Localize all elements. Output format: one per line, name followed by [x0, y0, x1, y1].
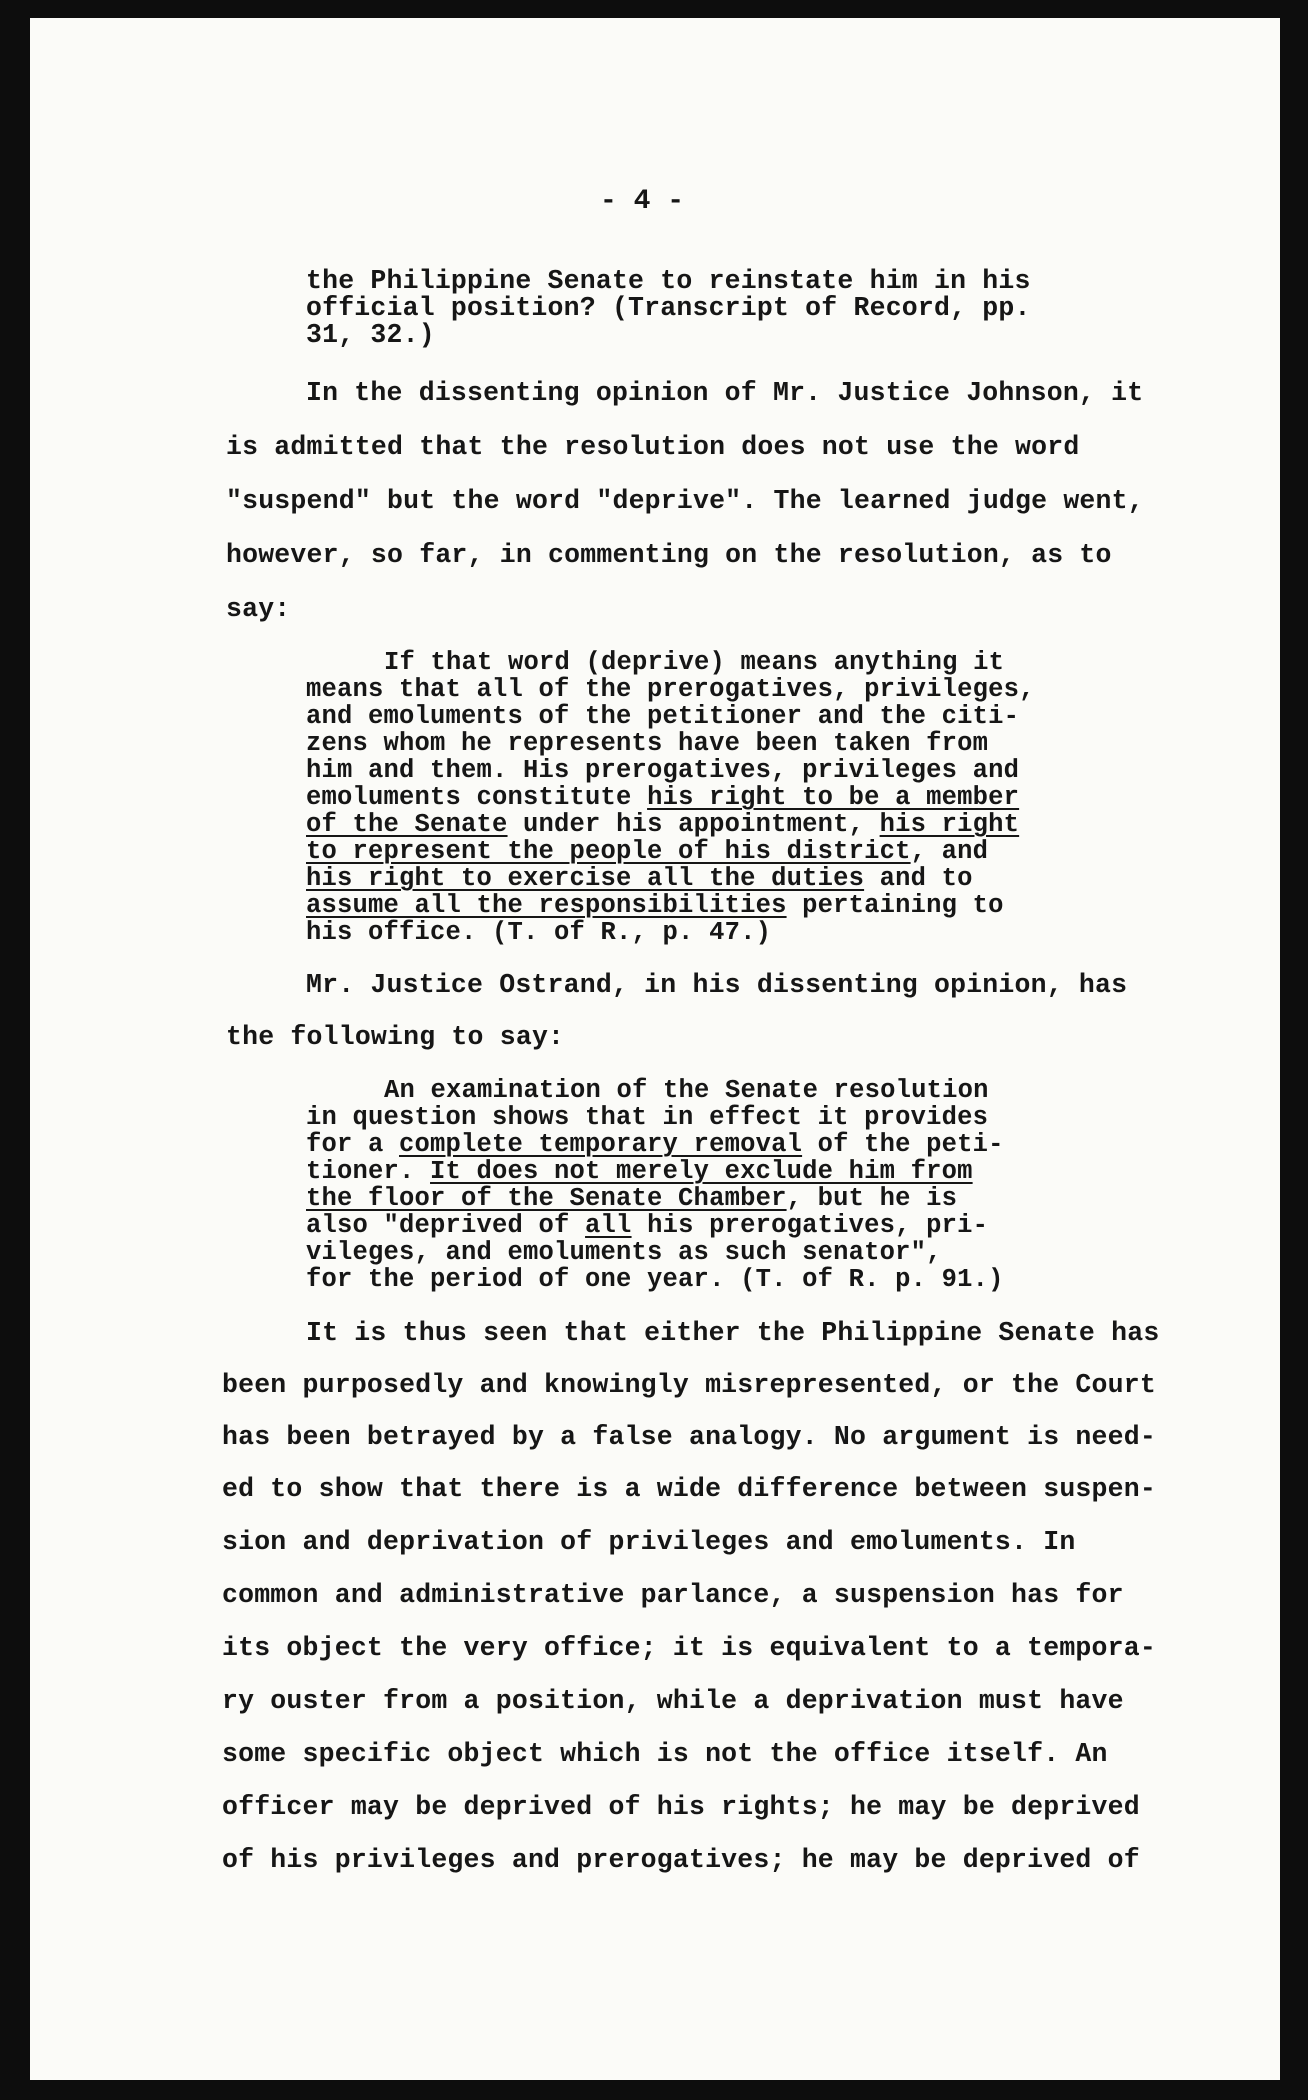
text-line: officer may be deprived of his rights; he may be deprived: [222, 1792, 1140, 1822]
text-line: say:: [226, 594, 291, 624]
text-line: for the period of one year. (T. of R. p. 91.): [306, 1265, 1004, 1294]
text-line: Mr. Justice Ostrand, in his dissenting opinion, has: [306, 970, 1128, 1000]
underlined-text: It does not merely exclude him from: [430, 1157, 973, 1186]
text-line: [306, 1211, 988, 1241]
text-line: the following to say:: [226, 1022, 565, 1052]
document-page: [30, 18, 1280, 2080]
text-span: pertaining to: [786, 891, 1004, 920]
text-line: [306, 1157, 973, 1187]
text-line: however, so far, in commenting on the resolution, as to: [226, 540, 1112, 570]
text-line: has been betrayed by a false analogy. No argument is need-: [222, 1422, 1156, 1452]
underlined-text: his right to exercise all the duties: [306, 864, 865, 893]
underlined-text: his right: [879, 810, 1020, 839]
text-line: 31, 32.): [306, 320, 435, 350]
underlined-text: his right to be a member: [647, 783, 1020, 812]
text-line: [306, 810, 1019, 840]
text-line: In the dissenting opinion of Mr. Justice Johnson, it: [306, 378, 1144, 408]
text-line: in question shows that in effect it provides: [306, 1103, 989, 1132]
text-line: ed to show that there is a wide difference between suspen-: [222, 1474, 1156, 1504]
text-span: also "deprived of: [306, 1211, 586, 1240]
text-span: emoluments constitute: [306, 783, 648, 812]
text-line: and emoluments of the petitioner and the citi-: [306, 702, 1020, 731]
text-span: under his appointment,: [507, 810, 880, 839]
underlined-text: assume all the responsibilities: [306, 891, 787, 920]
text-line: him and them. His prerogatives, privileges and: [306, 756, 1020, 785]
text-line: [306, 783, 1019, 813]
text-line: [306, 837, 988, 867]
text-line: vileges, and emoluments as such senator",: [306, 1238, 942, 1267]
text-span: for a: [306, 1130, 400, 1159]
page-number: - 4 -: [600, 186, 685, 217]
text-line: been purposedly and knowingly misrepresented, or the Court: [222, 1370, 1156, 1400]
text-line: of his privileges and prerogatives; he may be deprived of: [222, 1845, 1140, 1875]
text-span: , and: [910, 837, 989, 866]
text-line: If that word (deprive) means anything it: [384, 648, 1005, 677]
underlined-text: to represent the people of his district: [306, 837, 911, 866]
text-line: [306, 1184, 957, 1214]
underlined-text: all: [585, 1211, 632, 1240]
text-span: of the peti-: [802, 1130, 1004, 1159]
text-line: ry ouster from a position, while a deprivation must have: [222, 1686, 1124, 1716]
underlined-text: complete temporary removal: [399, 1130, 803, 1159]
text-span: his prerogatives, pri-: [631, 1211, 989, 1240]
text-line: his office. (T. of R., p. 47.): [306, 918, 772, 947]
text-line: is admitted that the resolution does not use the word: [226, 432, 1080, 462]
text-line: sion and deprivation of privileges and emoluments. In: [222, 1527, 1076, 1557]
text-span: and to: [864, 864, 973, 893]
text-span: , but he is: [786, 1184, 958, 1213]
text-line: some specific object which is not the office itself. An: [222, 1739, 1108, 1769]
text-line: [306, 1130, 1004, 1160]
text-line: An examination of the Senate resolution: [384, 1076, 989, 1105]
text-line: It is thus seen that either the Philippine Senate has: [306, 1318, 1160, 1348]
text-line: means that all of the prerogatives, privileges,: [306, 675, 1035, 704]
text-line: its object the very office; it is equivalent to a tempora-: [222, 1633, 1156, 1663]
text-line: [306, 864, 973, 894]
underlined-text: of the Senate: [306, 810, 508, 839]
text-line: the Philippine Senate to reinstate him in his: [306, 266, 1031, 296]
text-line: zens whom he represents have been taken from: [306, 729, 989, 758]
text-line: common and administrative parlance, a suspension has for: [222, 1580, 1124, 1610]
text-line: official position? (Transcript of Record, pp.: [306, 293, 1031, 323]
underlined-text: the floor of the Senate Chamber: [306, 1184, 787, 1213]
text-line: [306, 891, 1004, 921]
text-span: tioner.: [306, 1157, 431, 1186]
text-line: "suspend" but the word "deprive". The learned judge went,: [226, 486, 1144, 516]
